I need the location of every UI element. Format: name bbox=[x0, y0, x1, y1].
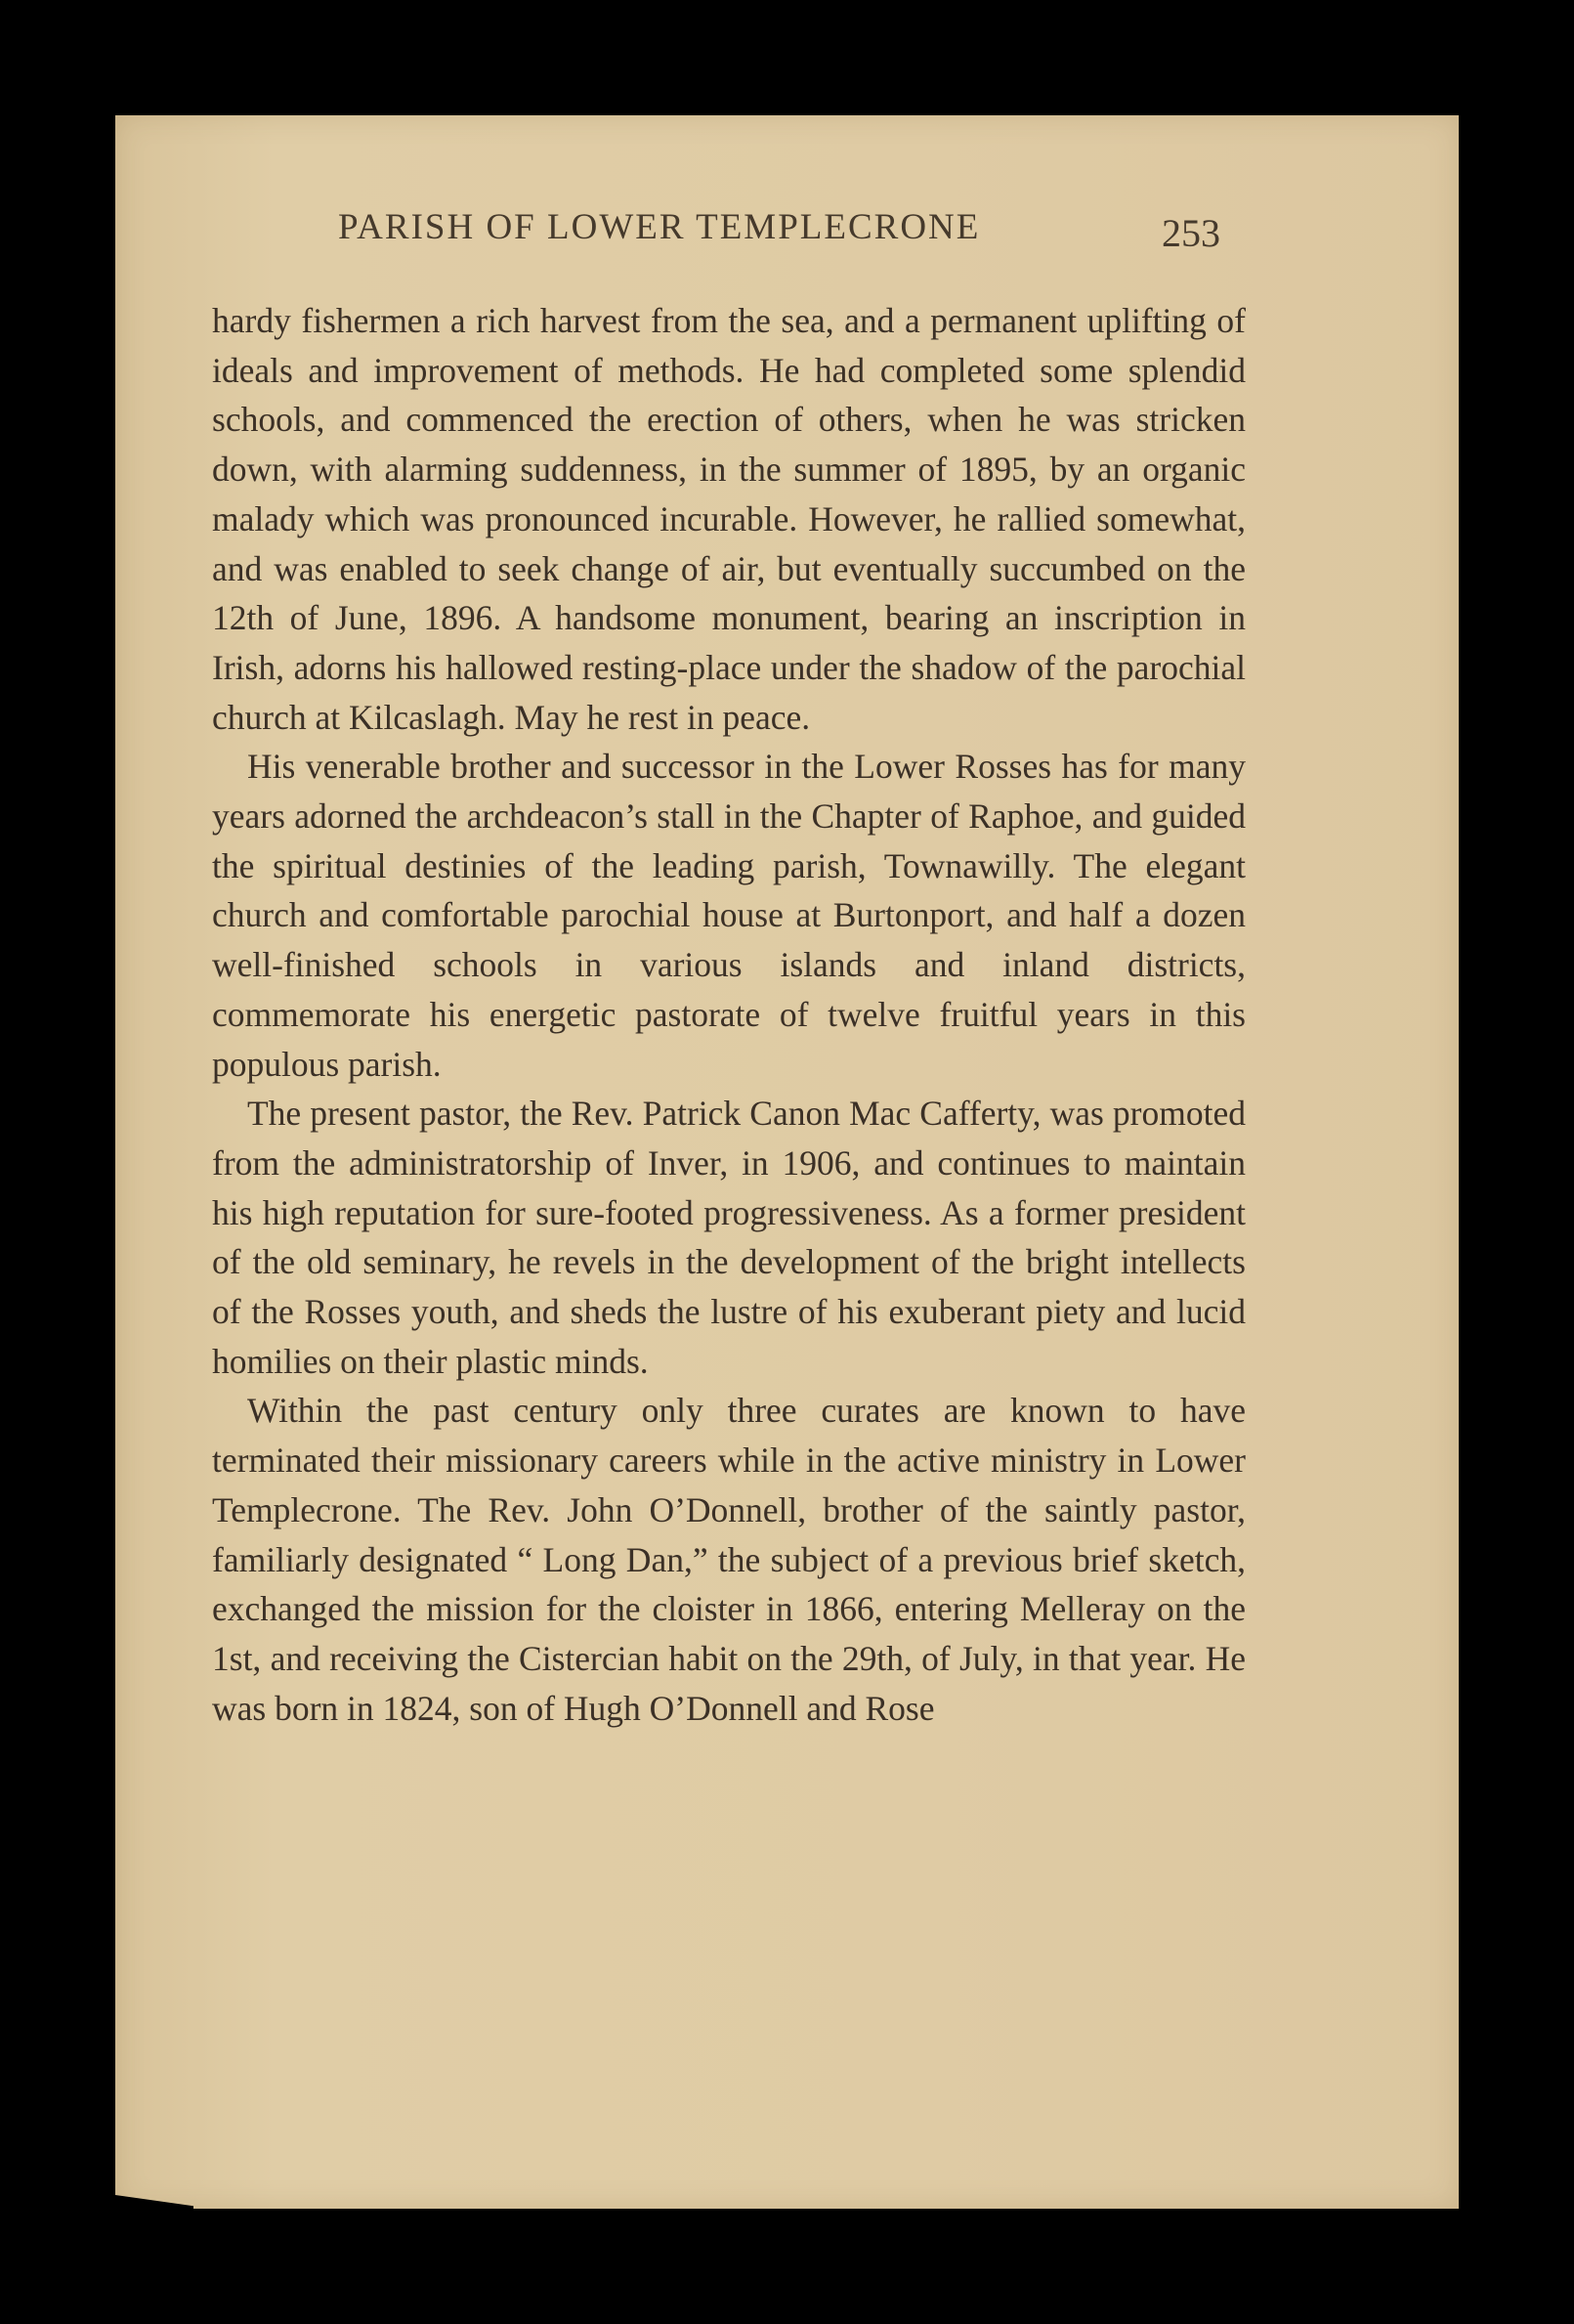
page-corner-shadow bbox=[115, 2195, 193, 2209]
page-header bbox=[115, 206, 1459, 265]
book-page bbox=[115, 115, 1459, 2209]
running-title: PARISH OF LOWER TEMPLECRONE bbox=[338, 207, 981, 247]
paragraph: Within the past century only three curates are known to have terminated their missionary careers while in the active ministry in Lower Templecrone. The Rev. John O’Donnell, brother of the saintly pastor, familiarly designated “ Long Dan,” the subject of a previous brief sketch, exchanged the mission for the cloister in 1866, entering Melleray on the 1st, and receiving the Cistercian habit on the 29th, of July, in that year. He was born in 1824, son of Hugh O’Donnell and Rose bbox=[212, 1391, 1246, 1728]
paragraph: The present pastor, the Rev. Patrick Canon Mac Cafferty, was promoted from the administratorship of Inver, in 1906, and continues to maintain his high reputation for sure-footed progressiveness. As a former president of the old seminary, he revels in the development of the bright intellects of the Rosses youth, and sheds the lustre of his exuberant piety and lucid homilies on their plastic minds. bbox=[212, 1094, 1246, 1381]
page-number: 253 bbox=[1162, 211, 1220, 255]
paragraph: His venerable brother and successor in the Lower Rosses has for many years adorned the archdeacon’s stall in the Chapter of Raphoe, and guided the spiritual destinies of the leading parish, Townawilly. The elegant church and comfortable parochial house at Burtonport, and half a dozen well-finished schools in various islands and inland districts, commemorate his energetic pastorate of twelve fruitful years in this populous parish. bbox=[212, 747, 1246, 1084]
body-text bbox=[212, 296, 1246, 1733]
paragraph: hardy fishermen a rich harvest from the sea, and a permanent uplifting of ideals and improvement of methods. He had completed some splendid schools, and commenced the erection of others, when he was stricken down, with alarming suddenness, in the summer of 1895, by an organic malady which was pronounced incurable. However, he rallied somewhat, and was enabled to seek change of air, but eventually succumbed on the 12th of June, 1896. A handsome monument, bearing an inscription in Irish, adorns his hallowed resting-place under the shadow of the parochial church at Kilcaslagh. May he rest in peace. bbox=[212, 301, 1246, 737]
